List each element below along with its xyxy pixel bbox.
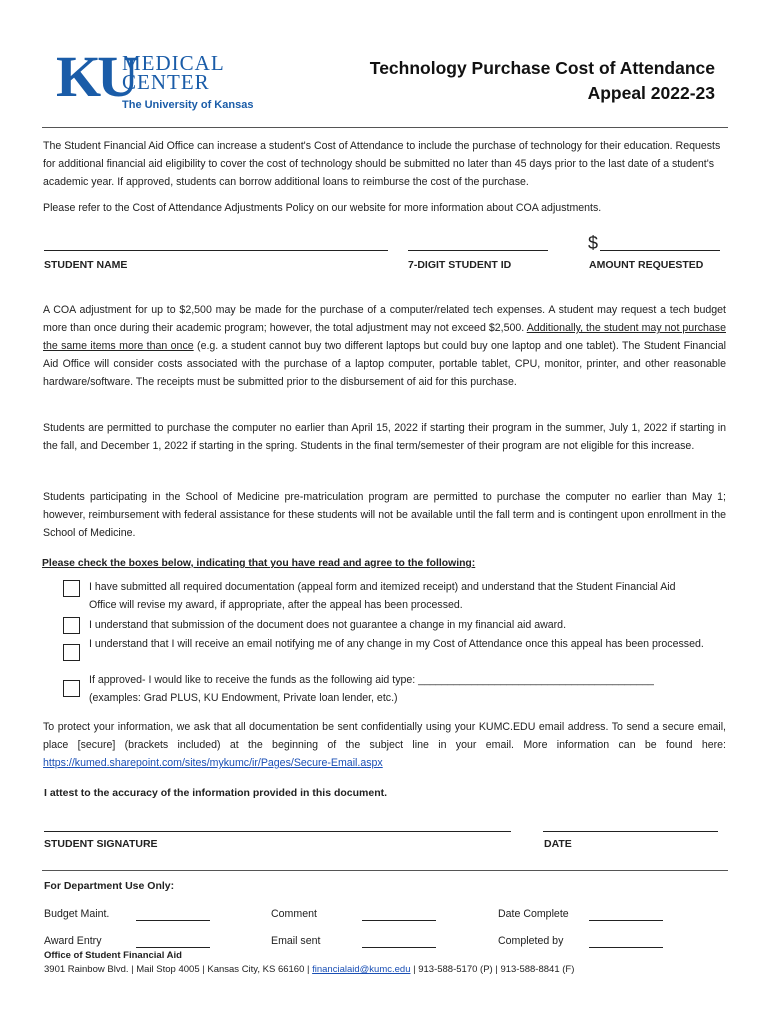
amount-line[interactable] xyxy=(600,250,720,251)
checkbox-documentation[interactable] xyxy=(63,580,80,597)
coa-adjustment-paragraph xyxy=(43,301,726,391)
checkbox-no-guarantee[interactable] xyxy=(63,617,80,634)
checkbox-email-notify-text: I understand that I will receive an email notifying me of any change in my Cost of Attendance once this appeal has been processed. xyxy=(89,638,704,650)
footer-phones: | 913-588-5170 (P) | 913-588-8841 (F) xyxy=(410,964,575,975)
budget-maint-label: Budget Maint. xyxy=(44,908,110,920)
policy-paragraph: Please refer to the Cost of Attendance Adjustments Policy on our website for more information about COA adjustments. xyxy=(43,202,602,214)
secure-email-paragraph xyxy=(43,718,726,772)
email-sent-label: Email sent xyxy=(271,935,321,947)
award-entry-label: Award Entry xyxy=(44,935,102,947)
document-title xyxy=(370,56,715,106)
signature-line[interactable] xyxy=(44,831,511,832)
intro-paragraph: The Student Financial Aid Office can increase a student's Cost of Attendance to include the purchase of technology for their education. Requests for additional financial aid eligibility to cover the cost of technology should be submitted no later than 45 days prior to the last date of a student's academic year. If approved, students can borrow additional loans to reimburse the cost of the purchase. xyxy=(43,140,721,188)
checkbox-no-guarantee-text: I understand that submission of the document does not guarantee a change in my financial aid award. xyxy=(89,619,567,631)
date-complete-label: Date Complete xyxy=(498,908,569,920)
secure-email-text: To protect your information, we ask that all documentation be sent confidentially using your KUMC.EDU email address. To send a secure email, place [secure] (brackets included) at the beginning of the subject line in your email. More information can be found here: xyxy=(43,721,726,751)
header-divider xyxy=(42,127,728,128)
dollar-sign: $ xyxy=(588,233,599,253)
student-name-label: STUDENT NAME xyxy=(44,259,128,271)
som-paragraph: Students participating in the School of Medicine pre-matriculation program are permitted to purchase the computer no earlier than May 1; however, reimbursement with federal assistance for these students will not be available until the fall term and is contingent upon enrollment in the School of Medicine. xyxy=(43,491,726,539)
date-complete-line[interactable] xyxy=(589,920,663,921)
coa-text-b: (e.g. a student cannot buy two different laptops but could buy one laptop and one tablet). The Student Financial Aid Office will consider costs associated with the purchase of a laptop computer, portable tablet, CPU, monitor, printer, and other reasonable hardware/software. The receipts must be submitted prior to the disbursement of aid for this purchase. xyxy=(43,340,726,388)
checkbox-heading: Please check the boxes below, indicating that you have read and agree to the following: xyxy=(42,558,476,569)
checkbox-documentation-text: I have submitted all required documentation (appeal form and itemized receipt) and understand that the Student Financial Aid Office will revise my award, if appropriate, after the appeal has been processed. xyxy=(89,581,676,611)
logo-wordmark xyxy=(122,51,225,94)
student-id-line[interactable] xyxy=(408,250,548,251)
attest-statement: I attest to the accuracy of the information provided in this document. xyxy=(44,787,388,799)
secure-email-link[interactable]: https://kumed.sharepoint.com/sites/mykumc/ir/Pages/Secure-Email.aspx xyxy=(43,757,383,769)
ku-logo-mark: KU xyxy=(56,44,135,109)
footer-contact xyxy=(44,964,574,975)
checkbox-aid-type-examples: (examples: Grad PLUS, KU Endowment, Private loan lender, etc.) xyxy=(89,692,398,704)
title-line1: Technology Purchase Cost of Attendance xyxy=(369,58,715,78)
date-line[interactable] xyxy=(543,831,718,832)
completed-by-label: Completed by xyxy=(498,935,564,947)
coa-text-underlined: Additionally, the student may not purchase the same items more than once xyxy=(43,322,726,352)
award-entry-line[interactable] xyxy=(136,947,210,948)
checkbox-aid-type-text: If approved- I would like to receive the funds as the following aid type: ________________________________________ xyxy=(89,674,654,686)
coa-text-a: A COA adjustment for up to $2,500 may be made for the purchase of a computer/related tech expenses. A student may request a tech budget more than once during their academic program; however, the total adjustment may not exceed $2,500. xyxy=(43,304,726,334)
footer-office: Office of Student Financial Aid xyxy=(44,950,182,961)
purchase-dates-paragraph: Students are permitted to purchase the computer no earlier than April 15, 2022 if starting their program in the summer, July 1, 2022 if starting in the fall, and December 1, 2022 if starting in the spring. Students in the final term/semester of their program are not eligible for this increase. xyxy=(43,422,726,452)
student-id-label: 7-DIGIT STUDENT ID xyxy=(408,259,512,271)
signature-label: STUDENT SIGNATURE xyxy=(44,838,158,850)
department-divider xyxy=(42,870,728,871)
comment-line[interactable] xyxy=(362,920,436,921)
footer-address: 3901 Rainbow Blvd. | Mail Stop 4005 | Kansas City, KS 66160 | xyxy=(44,964,313,975)
date-label: DATE xyxy=(544,838,572,850)
title-line2: Appeal 2022-23 xyxy=(587,83,715,103)
department-heading: For Department Use Only: xyxy=(44,880,175,892)
logo-line1: MEDICAL xyxy=(122,51,225,75)
completed-by-line[interactable] xyxy=(589,947,663,948)
budget-maint-line[interactable] xyxy=(136,920,210,921)
checkbox-email-notify[interactable] xyxy=(63,644,80,661)
footer-email-link[interactable]: financialaid@kumc.edu xyxy=(312,964,411,975)
logo-subline: The University of Kansas xyxy=(122,99,254,111)
comment-label: Comment xyxy=(271,908,317,920)
amount-label: AMOUNT REQUESTED xyxy=(589,259,704,271)
checkbox-aid-type[interactable] xyxy=(63,680,80,697)
logo-line2: CENTER xyxy=(122,70,210,94)
email-sent-line[interactable] xyxy=(362,947,436,948)
student-name-line[interactable] xyxy=(44,250,388,251)
